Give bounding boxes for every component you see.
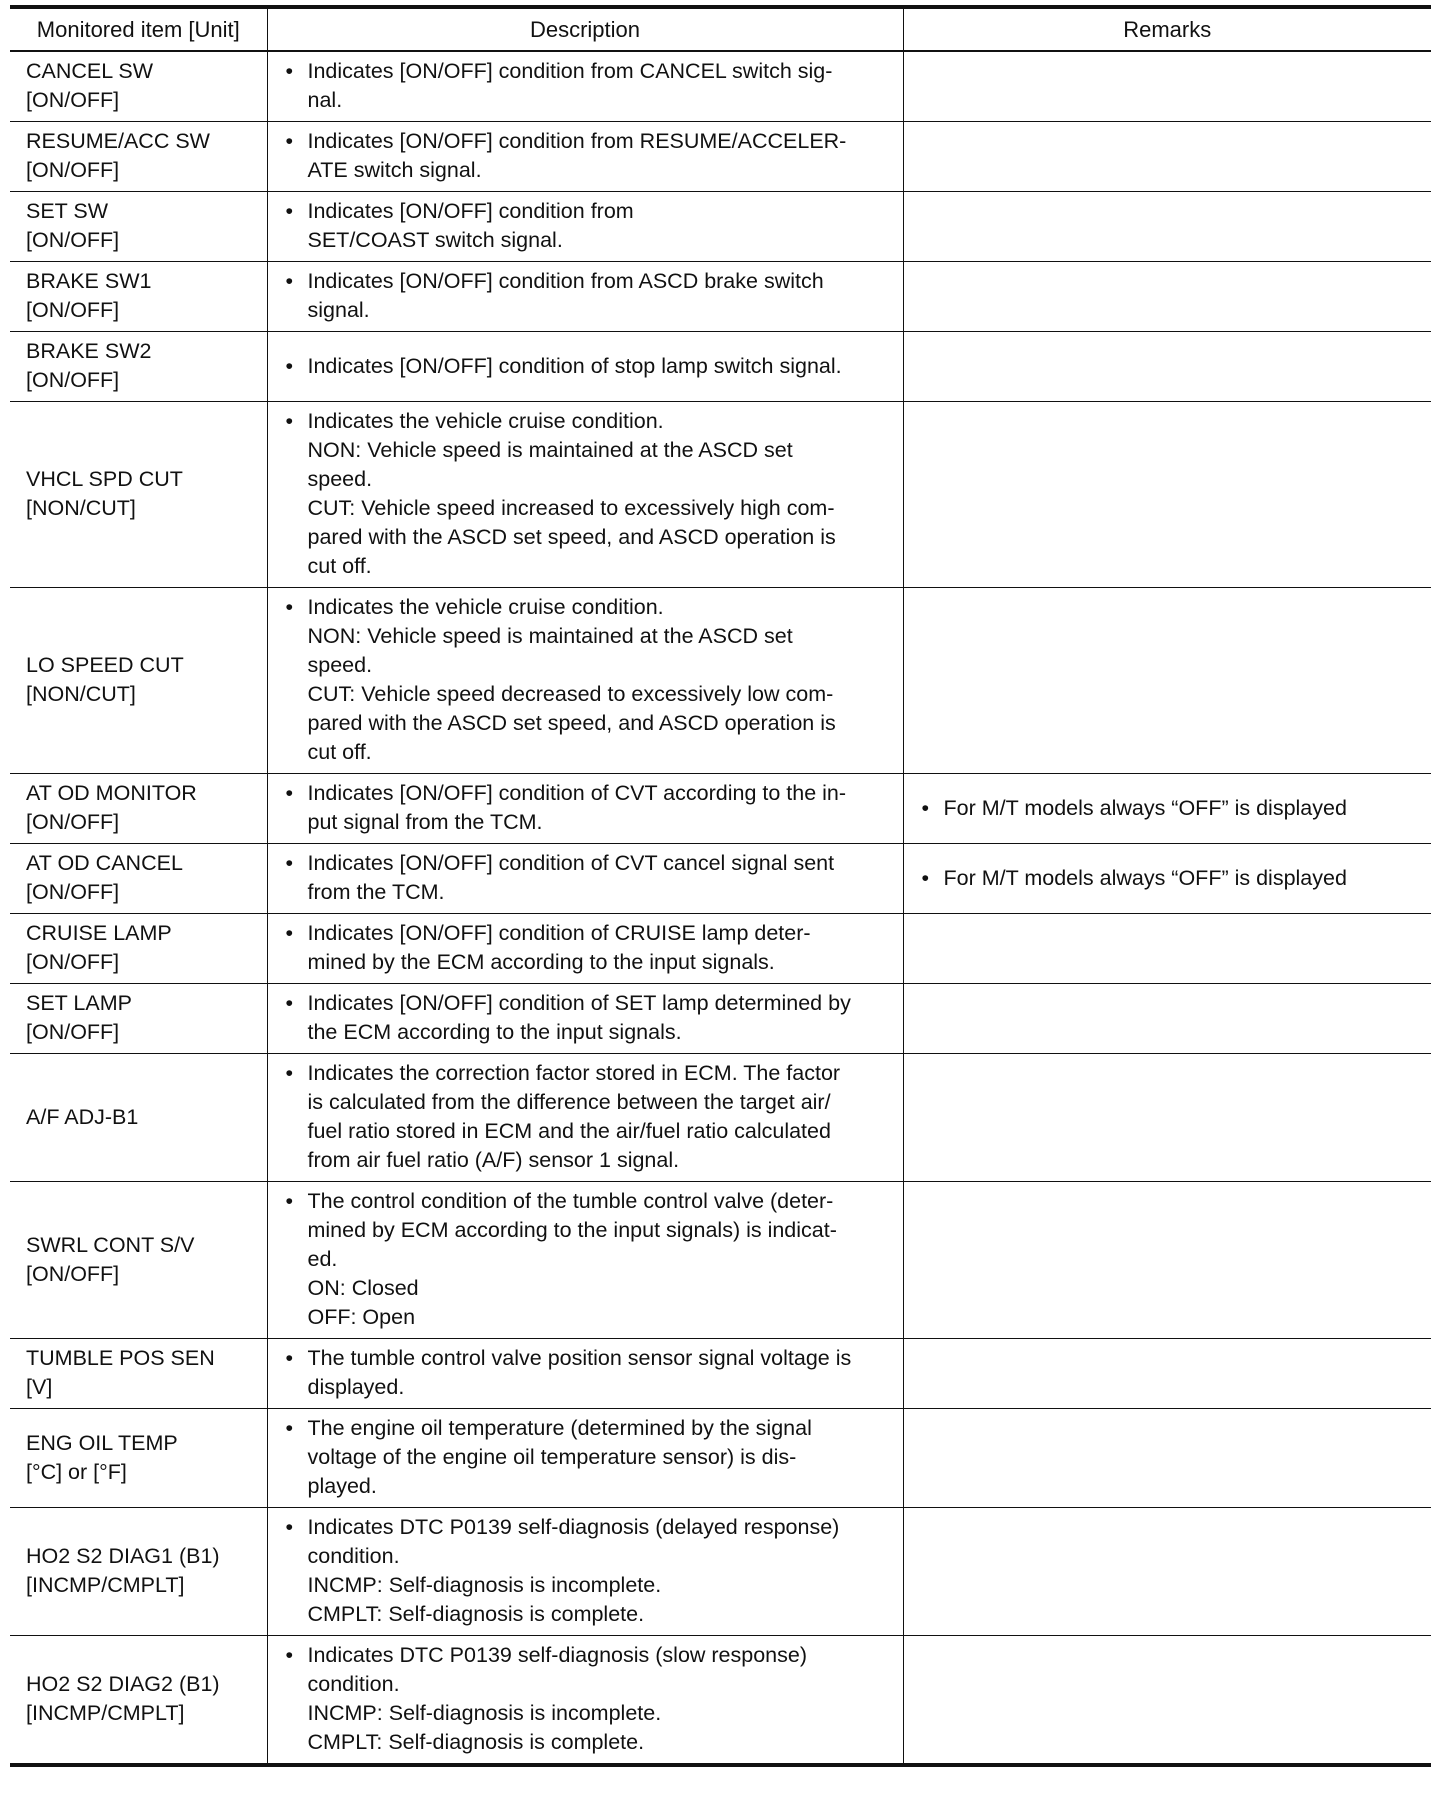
description-text: from the TCM. — [307, 880, 445, 904]
table-row — [10, 402, 1431, 588]
description-bullet — [284, 1187, 893, 1332]
description-bullet — [284, 197, 893, 255]
description-text: • The tumble control valve position sensor signal voltage is — [307, 1346, 852, 1370]
description-cell — [267, 914, 903, 984]
description-cell — [267, 262, 903, 332]
table-row — [10, 1409, 1431, 1508]
description-cell — [267, 588, 903, 774]
remark-bullet — [920, 794, 1422, 823]
monitored-item-text: [ON/OFF] — [26, 368, 120, 392]
description-text: CMPLT: Self-diagnosis is complete. — [307, 1602, 645, 1626]
table-row — [10, 1508, 1431, 1636]
description-text: cut off. — [307, 740, 372, 764]
monitored-item-text: [ON/OFF] — [26, 810, 120, 834]
monitored-item-cell — [10, 588, 267, 774]
description-cell — [267, 1508, 903, 1636]
description-bullet — [284, 919, 893, 977]
remarks-cell — [903, 1182, 1431, 1339]
monitored-item-text: SET SW — [26, 199, 109, 223]
monitored-item-text: [ON/OFF] — [26, 1261, 120, 1286]
monitored-item-text: [V] — [26, 1375, 53, 1399]
monitored-item-text: SET LAMP — [26, 991, 132, 1015]
description-cell — [267, 1636, 903, 1766]
monitored-item-text: BRAKE SW1 — [26, 269, 152, 293]
description-text: • Indicates DTC P0139 self-diagnosis (slow response) — [307, 1643, 808, 1667]
monitored-item-cell — [10, 984, 267, 1054]
description-cell — [267, 1339, 903, 1409]
table-row — [10, 1636, 1431, 1766]
remarks-cell — [903, 192, 1431, 262]
remarks-cell — [903, 1508, 1431, 1636]
table-row — [10, 914, 1431, 984]
remark-text: • For M/T models always “OFF” is displayed — [943, 795, 1347, 820]
description-text: pared with the ASCD set speed, and ASCD operation is — [307, 711, 836, 735]
description-text: NON: Vehicle speed is maintained at the ASCD set — [307, 624, 793, 648]
remarks-cell — [903, 402, 1431, 588]
monitored-item-text: HO2 S2 DIAG1 (B1) — [26, 1544, 220, 1568]
description-cell — [267, 122, 903, 192]
description-bullet — [284, 352, 893, 381]
description-cell — [267, 1054, 903, 1182]
description-bullet — [284, 1344, 893, 1402]
table-row — [10, 1339, 1431, 1409]
monitored-item-text: VHCL SPD CUT — [26, 467, 183, 491]
monitored-item-cell — [10, 1508, 267, 1636]
monitored-item-text: [INCMP/CMPLT] — [26, 1573, 185, 1597]
description-text: • Indicates the correction factor stored in ECM. The factor — [307, 1061, 841, 1085]
description-text: ON: Closed — [307, 1276, 419, 1300]
description-text: speed. — [307, 653, 373, 677]
description-text: CMPLT: Self-diagnosis is complete. — [307, 1730, 645, 1754]
description-text: cut off. — [307, 554, 372, 578]
description-text: signal. — [307, 298, 370, 322]
description-cell — [267, 1182, 903, 1339]
remarks-cell — [903, 984, 1431, 1054]
remarks-cell — [903, 774, 1431, 844]
monitored-item-text: [ON/OFF] — [26, 880, 120, 904]
remarks-cell — [903, 1054, 1431, 1182]
description-cell — [267, 51, 903, 122]
description-bullet — [284, 1414, 893, 1501]
description-text: CUT: Vehicle speed decreased to excessively low com- — [307, 682, 834, 706]
description-text: the ECM according to the input signals. — [307, 1020, 682, 1044]
monitored-item-cell — [10, 122, 267, 192]
description-text: OFF: Open — [307, 1305, 416, 1329]
description-bullet — [284, 267, 893, 325]
description-cell — [267, 192, 903, 262]
monitored-item-text: CRUISE LAMP — [26, 921, 172, 945]
header-remarks: Remarks — [903, 7, 1431, 51]
table-row — [10, 774, 1431, 844]
remark-bullet — [920, 864, 1422, 893]
monitored-item-text: RESUME/ACC SW — [26, 129, 210, 153]
description-text: ed. — [307, 1247, 338, 1271]
table-row — [10, 844, 1431, 914]
monitored-item-cell — [10, 1339, 267, 1409]
monitored-item-text: [INCMP/CMPLT] — [26, 1701, 185, 1725]
description-cell — [267, 402, 903, 588]
description-bullet — [284, 127, 893, 185]
description-text: • Indicates [ON/OFF] condition of stop lamp switch signal. — [307, 353, 842, 378]
description-text: mined by ECM according to the input signals) is indicat- — [307, 1218, 837, 1242]
description-text: from air fuel ratio (A/F) sensor 1 signal. — [307, 1148, 680, 1172]
description-text: SET/COAST switch signal. — [307, 228, 563, 252]
monitored-item-cell — [10, 332, 267, 402]
description-text: • Indicates [ON/OFF] condition from RESUME/ACCELER- — [307, 129, 847, 153]
remarks-cell — [903, 1339, 1431, 1409]
table-row — [10, 192, 1431, 262]
description-text: NON: Vehicle speed is maintained at the ASCD set — [307, 438, 793, 462]
header-description: Description — [267, 7, 903, 51]
description-bullet — [284, 989, 893, 1047]
table-row — [10, 122, 1431, 192]
monitored-item-cell — [10, 51, 267, 122]
description-text: speed. — [307, 467, 373, 491]
description-text: • Indicates [ON/OFF] condition from CANCEL switch sig- — [307, 59, 833, 83]
description-text: ATE switch signal. — [307, 158, 482, 182]
remarks-cell — [903, 588, 1431, 774]
monitored-item-text: AT OD CANCEL — [26, 851, 183, 875]
description-text: pared with the ASCD set speed, and ASCD operation is — [307, 525, 836, 549]
table-row — [10, 262, 1431, 332]
monitored-item-text: LO SPEED CUT — [26, 653, 184, 677]
monitor-item-table-page — [10, 5, 1431, 1767]
monitored-item-cell — [10, 914, 267, 984]
monitored-item-cell — [10, 1182, 267, 1339]
table-row — [10, 984, 1431, 1054]
description-text: • Indicates [ON/OFF] condition from — [307, 199, 634, 223]
description-text: • Indicates the vehicle cruise condition. — [307, 409, 664, 433]
monitored-item-text: TUMBLE POS SEN — [26, 1346, 215, 1370]
description-text: • Indicates [ON/OFF] condition of CRUISE lamp deter- — [307, 921, 811, 945]
description-text: • Indicates the vehicle cruise condition. — [307, 595, 664, 619]
description-text: is calculated from the difference between the target air/ — [307, 1090, 831, 1114]
table-row — [10, 1182, 1431, 1339]
description-bullet — [284, 1641, 893, 1757]
description-bullet — [284, 1513, 893, 1629]
description-text: • Indicates [ON/OFF] condition of CVT according to the in- — [307, 781, 847, 805]
table-row — [10, 332, 1431, 402]
monitored-item-text: [ON/OFF] — [26, 298, 120, 322]
description-text: • Indicates [ON/OFF] condition of SET lamp determined by — [307, 991, 851, 1015]
remarks-cell — [903, 1409, 1431, 1508]
monitored-item-cell — [10, 1054, 267, 1182]
description-text: CUT: Vehicle speed increased to excessively high com- — [307, 496, 835, 520]
description-cell — [267, 332, 903, 402]
monitored-item-text: ENG OIL TEMP — [26, 1430, 178, 1455]
table-body — [10, 51, 1431, 1765]
description-bullet — [284, 779, 893, 837]
remarks-cell — [903, 51, 1431, 122]
monitored-item-text: [ON/OFF] — [26, 228, 120, 252]
monitored-item-text: [NON/CUT] — [26, 496, 136, 520]
description-cell — [267, 844, 903, 914]
description-text: condition. — [307, 1544, 400, 1568]
description-text: • Indicates [ON/OFF] condition from ASCD brake switch — [307, 269, 824, 293]
monitored-item-text: [ON/OFF] — [26, 158, 120, 182]
description-text: voltage of the engine oil temperature sensor) is dis- — [307, 1445, 797, 1469]
monitored-item-text: A/F ADJ-B1 — [26, 1104, 139, 1129]
remark-text: • For M/T models always “OFF” is displayed — [943, 865, 1347, 890]
monitored-item-text: [ON/OFF] — [26, 1020, 120, 1044]
description-bullet — [284, 1059, 893, 1175]
monitored-item-cell — [10, 1409, 267, 1508]
monitored-item-text: AT OD MONITOR — [26, 781, 197, 805]
remarks-cell — [903, 332, 1431, 402]
description-cell — [267, 1409, 903, 1508]
description-text: INCMP: Self-diagnosis is incomplete. — [307, 1573, 662, 1597]
description-text: displayed. — [307, 1375, 405, 1399]
table-row — [10, 51, 1431, 122]
monitored-item-cell — [10, 774, 267, 844]
monitored-item-text: [°C] or [°F] — [26, 1459, 127, 1484]
monitored-item-text: [ON/OFF] — [26, 88, 120, 112]
monitored-item-text: [ON/OFF] — [26, 950, 120, 974]
description-text: mined by the ECM according to the input signals. — [307, 950, 775, 974]
description-text: • The control condition of the tumble control valve (deter- — [307, 1189, 834, 1213]
remarks-cell — [903, 844, 1431, 914]
monitored-item-text: HO2 S2 DIAG2 (B1) — [26, 1672, 220, 1696]
monitored-item-text: CANCEL SW — [26, 59, 154, 83]
description-text: nal. — [307, 88, 343, 112]
monitored-item-text: SWRL CONT S/V — [26, 1232, 195, 1257]
monitored-item-cell — [10, 402, 267, 588]
description-text: INCMP: Self-diagnosis is incomplete. — [307, 1701, 662, 1725]
remarks-cell — [903, 914, 1431, 984]
monitored-item-cell — [10, 1636, 267, 1766]
description-text: played. — [307, 1474, 377, 1498]
description-text: • Indicates [ON/OFF] condition of CVT cancel signal sent — [307, 851, 835, 875]
description-text: fuel ratio stored in ECM and the air/fuel ratio calculated — [307, 1119, 831, 1143]
table-row — [10, 588, 1431, 774]
remarks-cell — [903, 262, 1431, 332]
remarks-cell — [903, 1636, 1431, 1766]
description-bullet — [284, 593, 893, 767]
description-text: • The engine oil temperature (determined by the signal — [307, 1416, 812, 1440]
monitored-item-cell — [10, 262, 267, 332]
description-text: put signal from the TCM. — [307, 810, 543, 834]
description-text: • Indicates DTC P0139 self-diagnosis (delayed response) — [307, 1515, 840, 1539]
description-bullet — [284, 57, 893, 115]
description-text: condition. — [307, 1672, 400, 1696]
table-header-row — [10, 7, 1431, 51]
monitored-item-text: [NON/CUT] — [26, 682, 136, 706]
monitored-item-cell — [10, 844, 267, 914]
description-cell — [267, 774, 903, 844]
monitored-item-text: BRAKE SW2 — [26, 339, 152, 363]
remarks-cell — [903, 122, 1431, 192]
description-bullet — [284, 407, 893, 581]
description-bullet — [284, 849, 893, 907]
table-row — [10, 1054, 1431, 1182]
monitored-item-cell — [10, 192, 267, 262]
description-cell — [267, 984, 903, 1054]
monitor-item-table — [10, 5, 1431, 1767]
header-monitored-item: Monitored item [Unit] — [10, 7, 267, 51]
